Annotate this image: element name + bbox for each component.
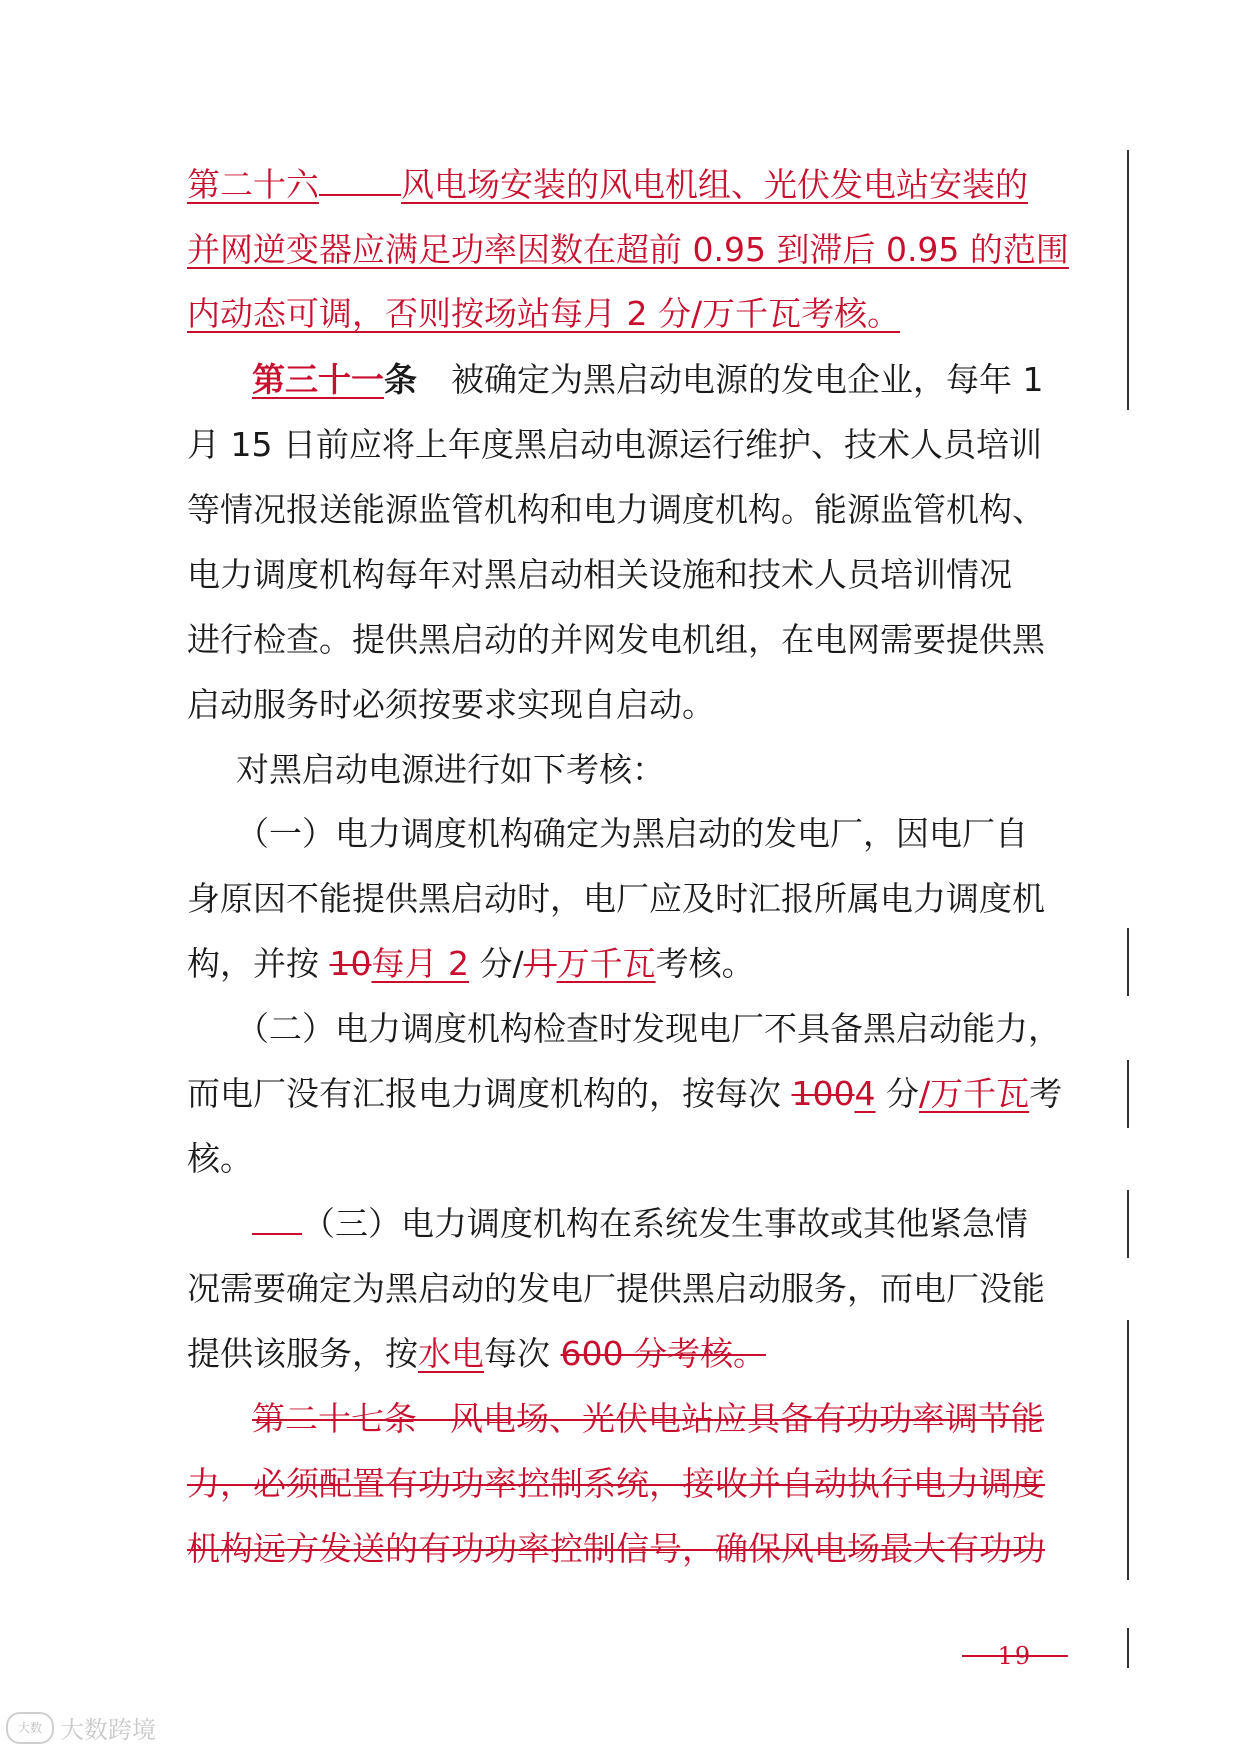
- item-3-text: （三）电力调度机构在系统发生事故或其他紧急情: [302, 1204, 1028, 1243]
- item-3-text-b: 每次: [484, 1334, 561, 1373]
- item-3-line-1: [252, 1202, 1028, 1246]
- article-27-line-3: 机构远方发送的有功功率控制信号，确保风电场最大有功功: [187, 1529, 1045, 1568]
- article-26-line-1: [187, 163, 1028, 207]
- item-1-line-1: （一）电力调度机构确定为黑启动的发电厂，因电厂自: [236, 814, 1028, 853]
- article-31-line-3: 等情况报送能源监管机构和电力调度机构。能源监管机构、: [187, 490, 1045, 529]
- item-2-line-3: 核。: [187, 1139, 253, 1178]
- change-bar: [1127, 928, 1129, 996]
- item-1-text-c: 考核。: [655, 944, 755, 983]
- change-bar: [1127, 150, 1129, 410]
- article-31-line-1: [252, 358, 1044, 402]
- article-26-text: 风电场安装的风电机组、光伏发电站安装的: [401, 165, 1028, 204]
- item-1-line-3: [187, 942, 755, 986]
- article-26-line-3: 内动态可调，否则按场站每月 2 分/万千瓦考核。: [187, 294, 901, 333]
- item-2-text-a: 而电厂没有汇报电力调度机构的，按每次: [187, 1074, 792, 1113]
- insert-blank: [319, 164, 401, 196]
- article-31-line-2: 月 15 日前应将上年度黑启动电源运行维护、技术人员培训: [187, 425, 1042, 464]
- inserted-text: 4: [854, 1074, 876, 1113]
- deleted-text: 10: [329, 944, 372, 983]
- article-31-line-4: 电力调度机构每年对黑启动相关设施和技术人员培训情况: [187, 555, 1012, 594]
- inserted-text: 每月 2: [371, 944, 469, 983]
- item-2-line-1: （二）电力调度机构检查时发现电厂不具备黑启动能力，: [236, 1009, 1061, 1048]
- watermark-logo-icon: 大数: [6, 1712, 54, 1744]
- article-31-number: 第三十一: [252, 360, 384, 399]
- watermark-text: 大数跨境: [60, 1716, 156, 1744]
- article-31-line-5: 进行检查。提供黑启动的并网发电机组，在电网需要提供黑: [187, 620, 1045, 659]
- item-1-text-b: 分/: [469, 944, 524, 983]
- item-2-text-b: 分: [875, 1074, 919, 1113]
- item-3-line-3: [187, 1332, 766, 1376]
- inserted-text: 万千瓦: [556, 944, 656, 983]
- item-2-text-c: 考: [1029, 1074, 1063, 1113]
- change-bar: [1127, 1628, 1129, 1668]
- inserted-text: /万千瓦: [919, 1074, 1030, 1113]
- deleted-text: 月: [523, 944, 557, 983]
- article-31-text: 被确定为黑启动电源的发电企业，每年 1: [451, 360, 1044, 399]
- change-bar: [1127, 1060, 1129, 1128]
- deleted-text: 600 分考核。: [560, 1334, 766, 1373]
- item-2-line-2: [187, 1072, 1062, 1116]
- change-bar: [1127, 1190, 1129, 1258]
- article-26-line-2: 并网逆变器应满足功率因数在超前 0.95 到滞后 0.95 的范围: [187, 230, 1069, 269]
- article-27-line-2: 力，必须配置有功功率控制系统，接收并自动执行电力调度: [187, 1464, 1045, 1503]
- inserted-text: 水电: [418, 1334, 484, 1373]
- item-1-text-a: 构，并按: [187, 944, 330, 983]
- article-27-line-1: 第二十七条 风电场、光伏电站应具备有功功率调节能: [252, 1399, 1044, 1438]
- page-number: － 19 －: [962, 1642, 1068, 1670]
- article-31-line-6: 启动服务时必须按要求实现自启动。: [187, 685, 715, 724]
- assessment-intro: 对黑启动电源进行如下考核：: [236, 750, 665, 789]
- item-3-line-2: 况需要确定为黑启动的发电厂提供黑启动服务，而电厂没能: [187, 1269, 1045, 1308]
- change-bar: [1127, 1320, 1129, 1580]
- article-31-suffix: 条: [384, 360, 417, 399]
- item-3-text-a: 提供该服务，按: [187, 1334, 418, 1373]
- deleted-text: 100: [791, 1074, 855, 1113]
- watermark: [6, 1710, 156, 1745]
- insert-blank: [252, 1203, 302, 1235]
- item-1-line-2: 身原因不能提供黑启动时，电厂应及时汇报所属电力调度机: [187, 879, 1045, 918]
- article-26-prefix: 第二十六: [187, 165, 319, 204]
